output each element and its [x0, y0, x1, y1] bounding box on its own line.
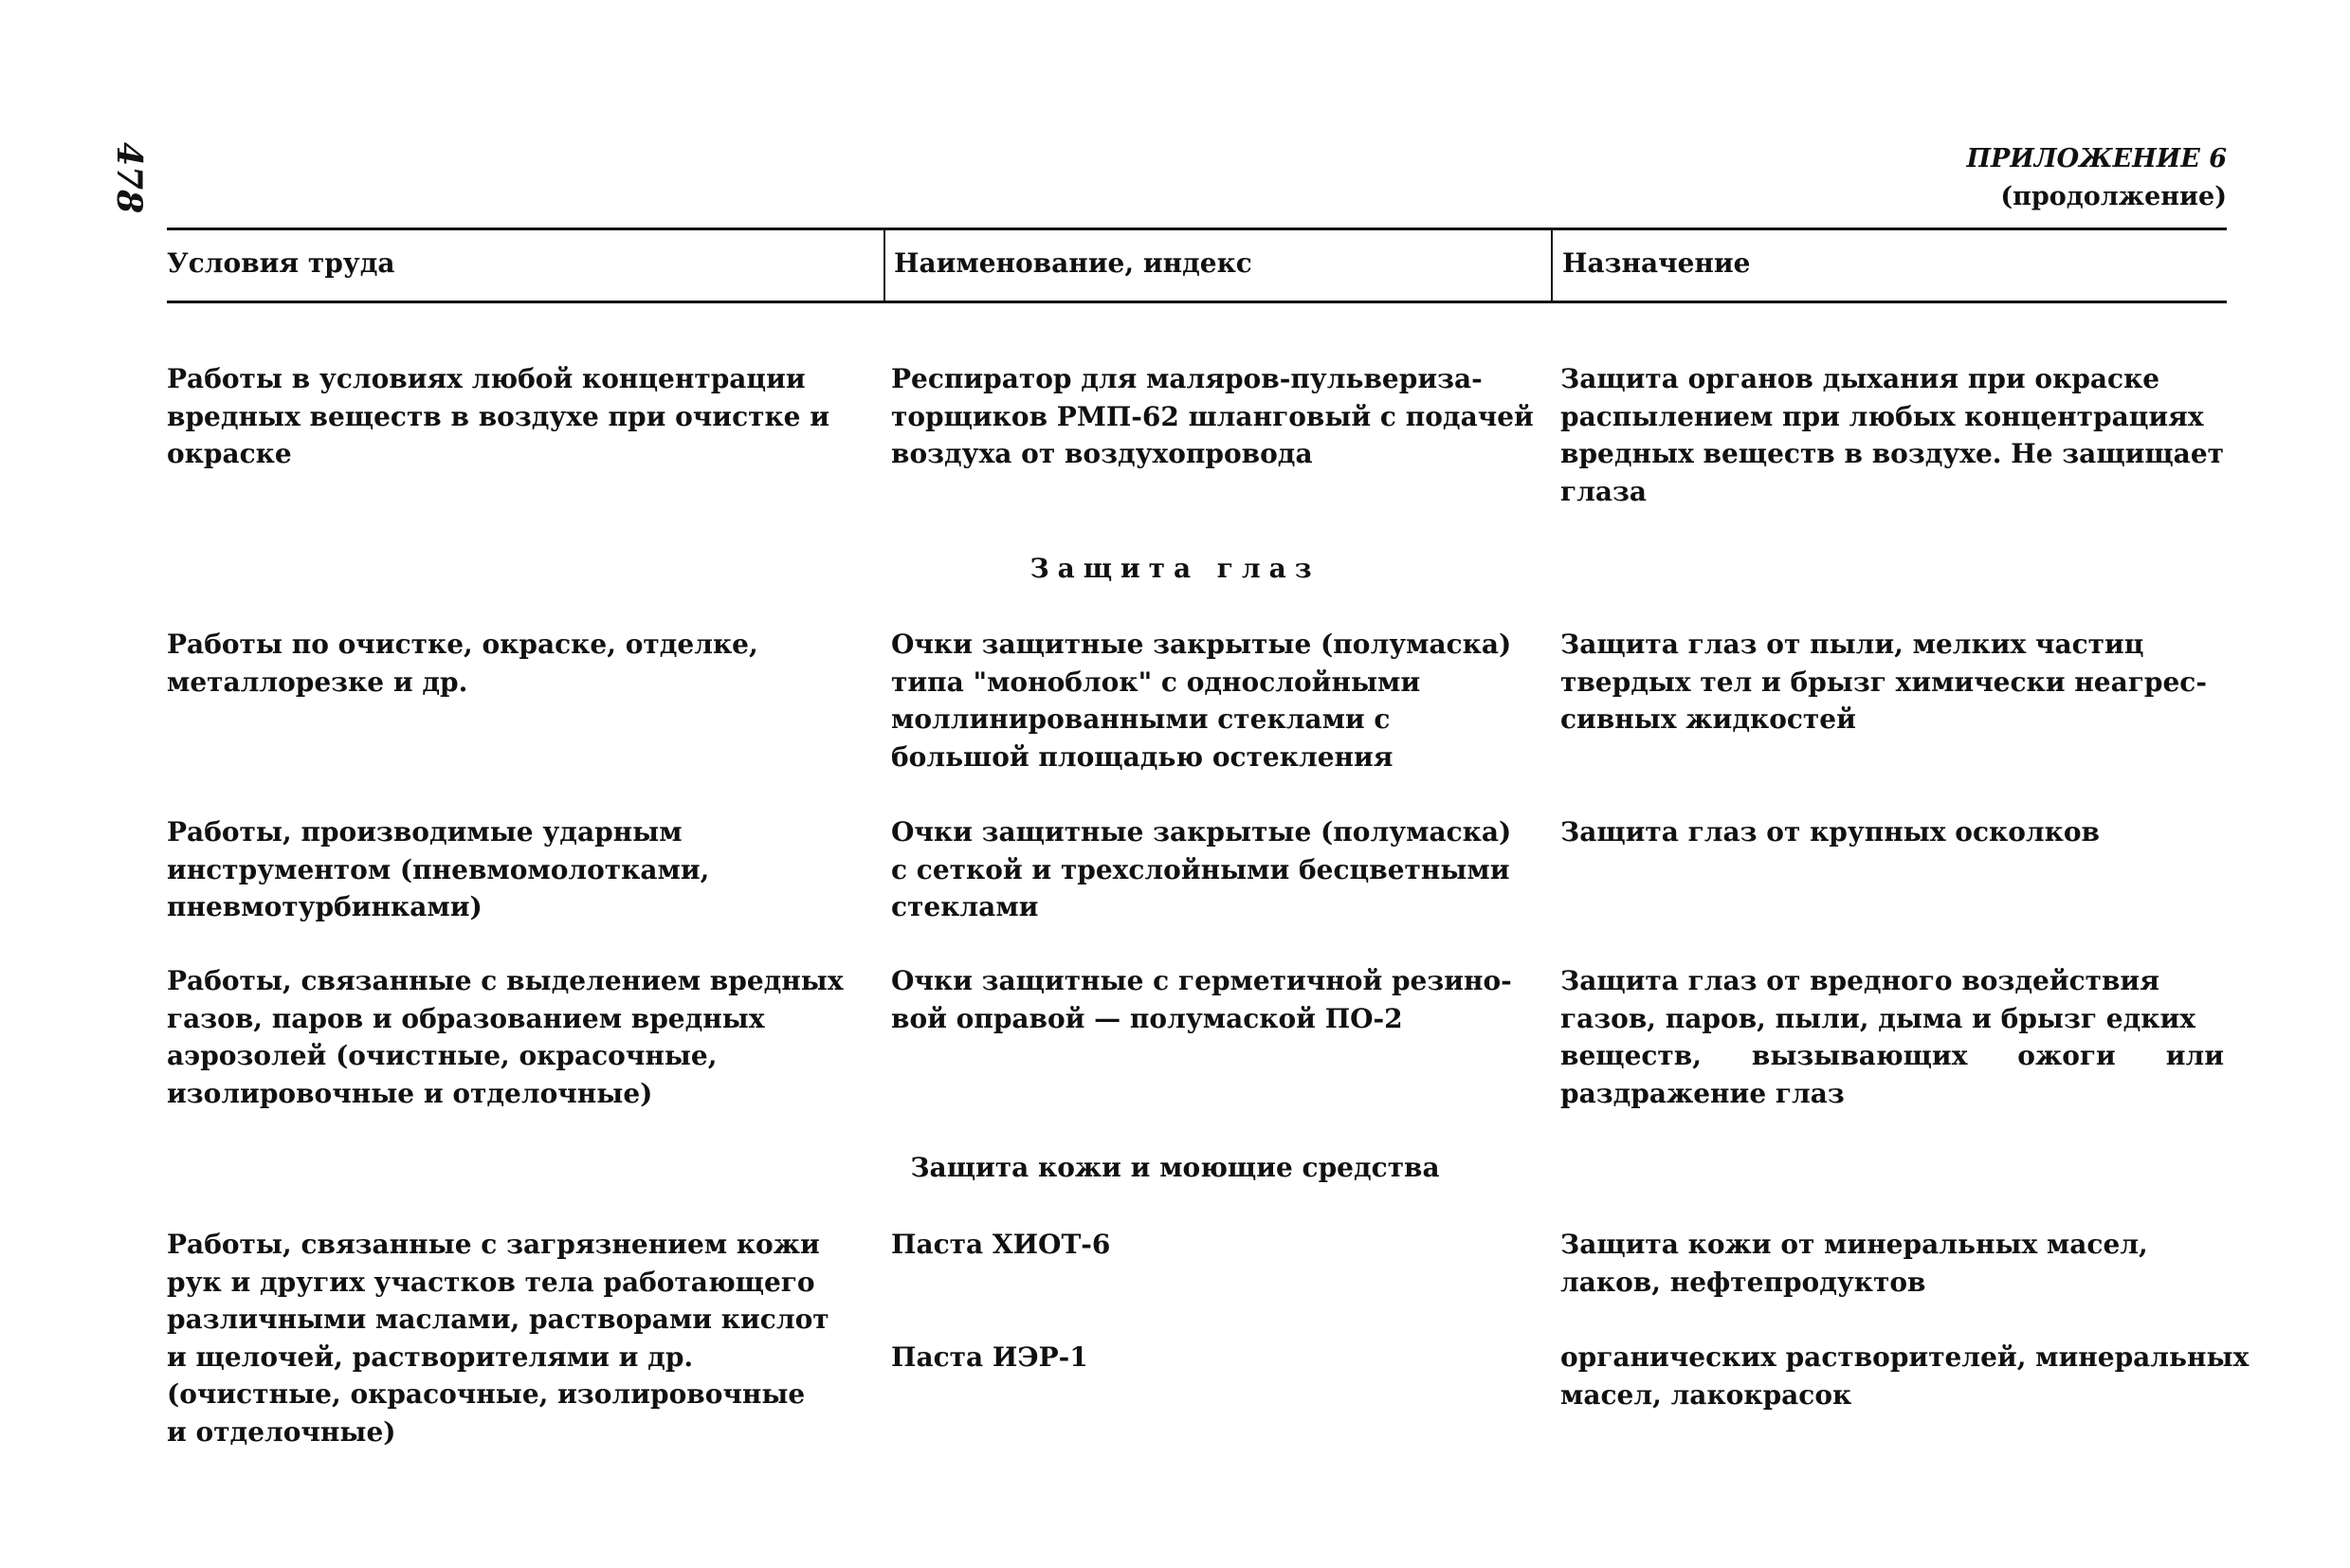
table-row-closed-goggles-name: Очки защитные закрытые (полумаска) типа "моноблок" с однослойными моллинированными стеклами с большой площадью остекления [891, 629, 1512, 773]
column-header-purpose: Назначение [1562, 247, 1751, 279]
column-divider [884, 230, 885, 301]
appendix-heading [1966, 140, 2227, 216]
table-row-respirator-conditions: Работы в условиях любой концентрации вредных веществ в воздухе при очистке и окраске [167, 363, 830, 469]
section-title-skin-protection: Защита кожи и моющие средства [910, 1152, 1440, 1183]
table-row-mesh-goggles-conditions: Работы, производимые ударным инструментом (пневмомолотками, пневмотурбинками) [167, 816, 710, 922]
column-header-conditions: Условия труда [167, 247, 395, 279]
table-row-skin-paste-ier-purpose: органических растворителей, минеральных масел, лакокрасок [1560, 1341, 2250, 1411]
table-row-mesh-goggles-purpose: Защита глаз от крупных осколков [1560, 816, 2101, 848]
table-row-sealed-goggles-purpose: Защита глаз от вредного воздействия газов, паров, пыли, дыма и брызг едких веществ, вызывающих ожоги или раздражение глаз [1560, 965, 2224, 1109]
appendix-title: ПРИЛОЖЕНИЕ 6 [1966, 144, 2227, 173]
column-header-name: Наименование, индекс [894, 247, 1252, 279]
appendix-subtitle: (продолжение) [2000, 182, 2227, 211]
table-row-skin-paste-hiot-name: Паста ХИОТ-6 [891, 1229, 1111, 1260]
table-row-skin-paste-ier-name: Паста ИЭР-1 [891, 1341, 1088, 1373]
table-row-closed-goggles-conditions: Работы по очистке, окраске, отделке, металлорезке и др. [167, 629, 758, 698]
table-row-sealed-goggles-name: Очки защитные с герметичной резино- вой оправой — полумаской ПО-2 [891, 965, 1512, 1034]
table-row-respirator-purpose: Защита органов дыхания при окраске распылением при любых концентрациях вредных веществ в воздухе. Не защищает глаза [1560, 363, 2224, 507]
table-row-mesh-goggles-name: Очки защитные закрытые (полумаска) с сеткой и трехслойными бесцветными стеклами [891, 816, 1512, 922]
page-number: 478 [109, 142, 149, 214]
table-top-rule [167, 228, 2227, 230]
table-header-rule [167, 301, 2227, 303]
table-row-respirator-name: Респиратор для маляров-пульвериза- торщиков РМП-62 шланговый с подачей воздуха от воздухопровода [891, 363, 1534, 469]
column-divider [1551, 230, 1553, 301]
table-row-skin-paste-hiot-purpose: Защита кожи от минеральных масел, лаков, нефтепродуктов [1560, 1229, 2148, 1298]
section-title-eye-protection: Защита глаз [1029, 553, 1321, 584]
table-row-sealed-goggles-conditions: Работы, связанные с выделением вредных газов, паров и образованием вредных аэрозолей (очистные, окрасочные, изолировочные и отделочные) [167, 965, 844, 1109]
table-row-skin-paste-conditions: Работы, связанные с загрязнением кожи рук и других участков тела работающего различными маслами, растворами кислот и щелочей, растворителями и др. (очистные, окрасочные, изолировочные и отделочные) [167, 1229, 829, 1448]
table-row-closed-goggles-purpose: Защита глаз от пыли, мелких частиц твердых тел и брызг химически неагрес- сивных жидкостей [1560, 629, 2207, 735]
